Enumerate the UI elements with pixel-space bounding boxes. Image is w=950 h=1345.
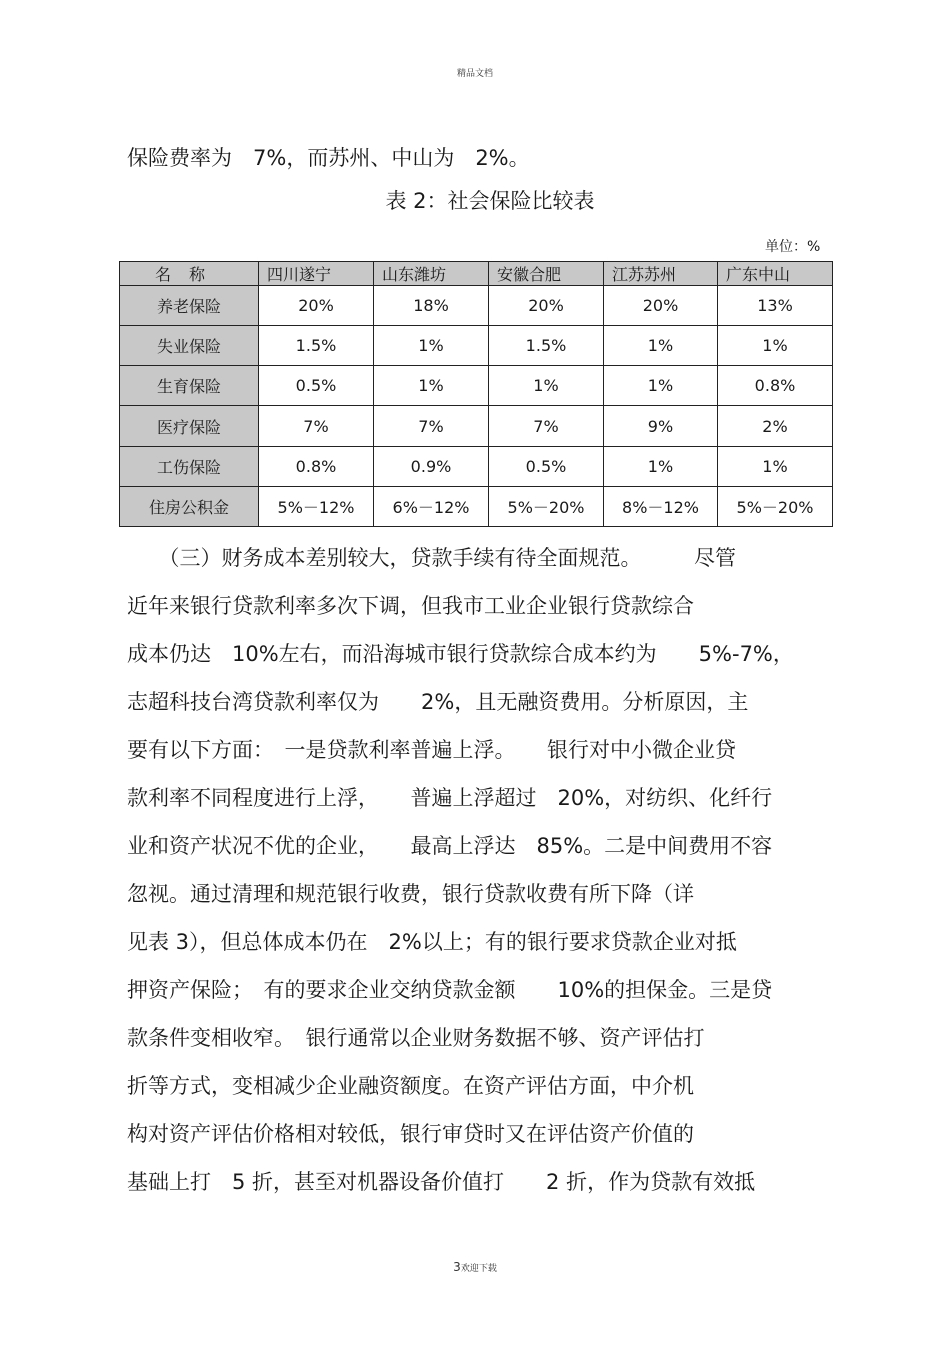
body-line: 要有以下方面： 一是贷款利率普遍上浮。 银行对中小微企业贷 <box>127 738 736 762</box>
header-note: 精品文档 <box>456 69 493 79</box>
table-cell: 0.5% <box>259 366 374 406</box>
body-line: 构对资产评估价格相对较低，银行审贷时又在评估资产价值的 <box>127 1122 694 1146</box>
body-line: 业和资产状况不优的企业， 最高上浮达 85%。二是中间费用不容 <box>127 834 773 858</box>
table-row <box>120 366 833 406</box>
row-label: 工伤保险 <box>120 446 259 486</box>
table-cell: 1% <box>718 326 833 366</box>
table-row <box>120 326 833 366</box>
intro-line: 保险费率为 7%，而苏州、中山为 2%。 <box>127 146 530 170</box>
body-line: 基础上打 5 折，甚至对机器设备价值打 2 折，作为贷款有效抵 <box>127 1170 756 1194</box>
table-cell: 7% <box>259 406 374 446</box>
table-cell: 1% <box>489 366 604 406</box>
row-label: 养老保险 <box>120 286 259 326</box>
table-row <box>120 406 833 446</box>
body-line: 成本仍达 10%左右，而沿海城市银行贷款综合成本约为 5%-7%， <box>127 642 794 666</box>
table-cell: 1% <box>604 366 718 406</box>
table-cell: 20% <box>489 286 604 326</box>
body-line: 见表 3），但总体成本仍在 2%以上；有的银行要求贷款企业对抵 <box>127 930 737 954</box>
table-cell: 1% <box>604 326 718 366</box>
header-cell: 四川遂宁 <box>259 262 374 286</box>
table-cell: 8%－12% <box>604 486 718 526</box>
row-label: 医疗保险 <box>120 406 259 446</box>
table-cell: 7% <box>489 406 604 446</box>
body-line: 折等方式，变相减少企业融资额度。在资产评估方面，中介机 <box>127 1074 694 1098</box>
table-row <box>120 286 833 326</box>
body-line: 款利率不同程度进行上浮， 普遍上浮超过 20%，对纺织、化纤行 <box>127 786 773 810</box>
body-line: 志超科技台湾贷款利率仅为 2%，且无融资费用。分析原因，主 <box>127 690 749 714</box>
table-cell: 1% <box>718 446 833 486</box>
table-cell: 5%－12% <box>259 486 374 526</box>
table-cell: 20% <box>604 286 718 326</box>
table-row <box>120 446 833 486</box>
table-cell: 18% <box>374 286 489 326</box>
row-label: 住房公积金 <box>120 486 259 526</box>
insurance-comparison-table <box>119 261 833 527</box>
body-line: 忽视。通过清理和规范银行收费，银行贷款收费有所下降（详 <box>127 882 694 906</box>
table-caption: 表 2：社会保险比较表 <box>385 189 595 213</box>
table-cell: 1% <box>604 446 718 486</box>
table-cell: 1% <box>374 366 489 406</box>
table-cell: 2% <box>718 406 833 446</box>
header-cell: 山东潍坊 <box>374 262 489 286</box>
row-label: 失业保险 <box>120 326 259 366</box>
table-cell: 1.5% <box>489 326 604 366</box>
table-cell: 0.5% <box>489 446 604 486</box>
page-number: 3 <box>453 1260 461 1274</box>
body-line: 押资产保险； 有的要求企业交纳贷款金额 10%的担保金。三是贷 <box>127 978 773 1002</box>
body-line: 近年来银行贷款利率多次下调，但我市工业企业银行贷款综合 <box>127 594 694 618</box>
table-cell: 20% <box>259 286 374 326</box>
unit-label: 单位：% <box>765 239 821 255</box>
table-cell: 0.8% <box>718 366 833 406</box>
page-footer <box>0 1260 950 1274</box>
table-cell: 5%－20% <box>718 486 833 526</box>
table-cell: 1.5% <box>259 326 374 366</box>
header-cell: 名称 <box>120 262 259 286</box>
table-cell: 13% <box>718 286 833 326</box>
table-cell: 1% <box>374 326 489 366</box>
table-cell: 0.8% <box>259 446 374 486</box>
row-label: 生育保险 <box>120 366 259 406</box>
table-header-row <box>120 262 833 286</box>
body-line: （三）财务成本差别较大，贷款手续有待全面规范。 尽管 <box>127 546 736 570</box>
table-cell: 6%－12% <box>374 486 489 526</box>
header-cell: 广东中山 <box>718 262 833 286</box>
table-cell: 0.9% <box>374 446 489 486</box>
table-cell: 7% <box>374 406 489 446</box>
header-cell: 安徽合肥 <box>489 262 604 286</box>
body-line: 款条件变相收窄。 银行通常以企业财务数据不够、资产评估打 <box>127 1026 705 1050</box>
table-cell: 9% <box>604 406 718 446</box>
table-cell: 5%－20% <box>489 486 604 526</box>
table-row <box>120 486 833 526</box>
header-cell: 江苏苏州 <box>604 262 718 286</box>
footer-note: 欢迎下载 <box>460 1264 497 1274</box>
